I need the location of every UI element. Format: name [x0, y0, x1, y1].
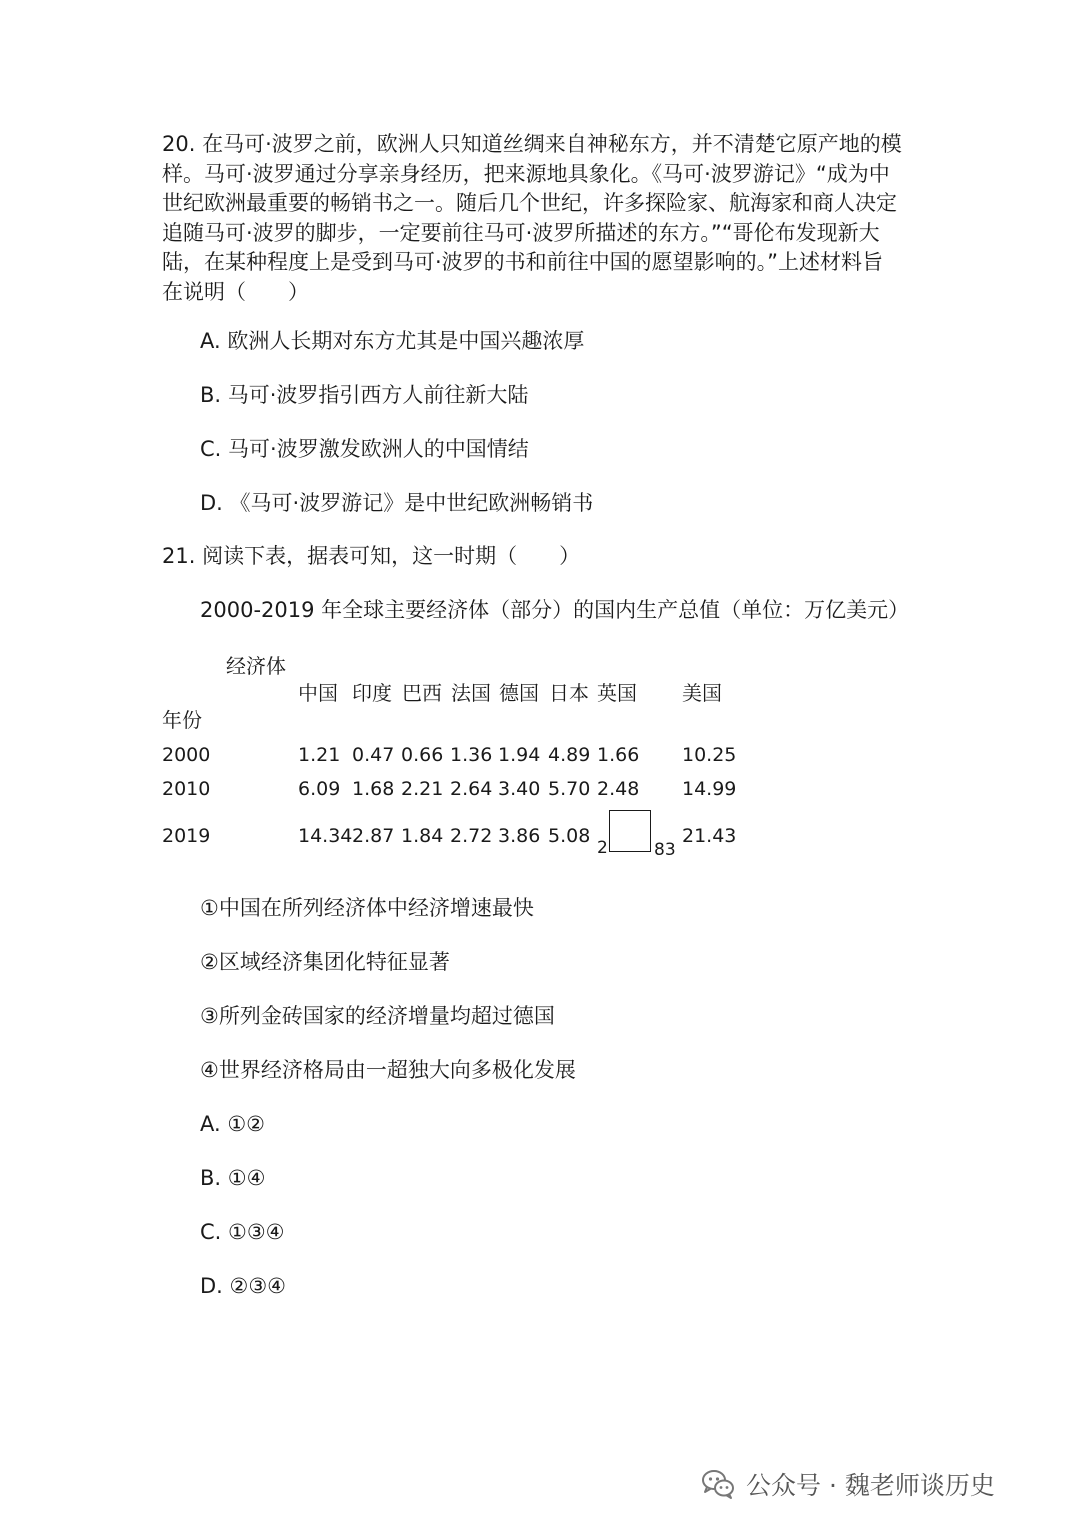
stem-line: 追随马可·波罗的脚步，一定要前往马可·波罗所描述的东方。”“哥伦布发现新大	[162, 220, 880, 245]
q21-option-c: C. ①③④	[200, 1220, 285, 1244]
q21-option-b: B. ①④	[200, 1166, 266, 1190]
q20-option-b: B. 马可·波罗指引西方人前往新大陆	[200, 383, 529, 407]
stem-line: 世纪欧洲最重要的畅销书之一。随后几个世纪，许多探险家、航海家和商人决定	[162, 191, 897, 215]
row-year: 2019	[162, 825, 211, 847]
column-header: 英国	[597, 681, 637, 705]
table-cell: 1.94	[498, 744, 541, 766]
table-cell: 2.48	[597, 778, 640, 800]
q21-option-a: A. ①②	[200, 1112, 265, 1136]
table-cell: 14.99	[682, 778, 737, 800]
stem-line: 陆，在某种程度上是受到马可·波罗的书和前往中国的愿望影响的。”上述材料旨	[162, 250, 884, 274]
table-cell: 2.87	[352, 825, 395, 847]
q20-option-d: D. 《马可·波罗游记》是中世纪欧洲畅销书	[200, 491, 594, 515]
statement-4: ④世界经济格局由一超独大向多极化发展	[200, 1058, 576, 1082]
stem-line: 20. 在马可·波罗之前，欧洲人只知道丝绸来自神秘东方，并不清楚它原产地的模	[162, 132, 902, 156]
blank-box	[609, 810, 651, 852]
column-header: 中国	[298, 681, 338, 705]
table-cell: 0.66	[401, 744, 444, 766]
row-year: 2010	[162, 778, 211, 800]
question-21-stem: 21. 阅读下表，据表可知，这一时期（ ）	[162, 544, 581, 568]
table-cell: 4.89	[548, 744, 591, 766]
table-cell: 14.34	[298, 825, 353, 847]
table-cell: 3.86	[498, 825, 541, 847]
table-cell: 3.40	[498, 778, 541, 800]
wechat-icon	[700, 1466, 736, 1502]
table-cell: 1.66	[597, 744, 640, 766]
footer-text: 公众号 · 魏老师谈历史	[746, 1471, 995, 1500]
q21-option-d: D. ②③④	[200, 1274, 286, 1298]
table-cell: 1.21	[298, 744, 341, 766]
column-header: 美国	[682, 681, 722, 705]
table-cell: 5.70	[548, 778, 591, 800]
table-corner-bottom: 年份	[162, 708, 202, 732]
table-cell: 1.68	[352, 778, 395, 800]
stem-line: 样。马可·波罗通过分享亲身经历，把来源地具象化。《马可·波罗游记》“成为中	[162, 161, 890, 186]
footer-watermark	[700, 1464, 995, 1504]
table-cell: 0.47	[352, 744, 395, 766]
column-header: 巴西	[402, 681, 442, 705]
table-cell: 2.21	[401, 778, 444, 800]
table-cell: 10.25	[682, 744, 737, 766]
table-caption: 2000-2019 年全球主要经济体（部分）的国内生产总值（单位：万亿美元）	[200, 598, 910, 622]
q20-option-a: A. 欧洲人长期对东方尤其是中国兴趣浓厚	[200, 329, 585, 353]
column-header: 印度	[352, 681, 392, 705]
q20-option-c: C. 马可·波罗激发欧洲人的中国情结	[200, 437, 529, 461]
table-cell: 2.72	[450, 825, 493, 847]
question-20-stem	[162, 130, 922, 307]
row-year: 2000	[162, 744, 211, 766]
stem-line: 在说明（ ）	[162, 279, 309, 304]
table-cell: 2.64	[450, 778, 493, 800]
table-cell: 21.43	[682, 825, 737, 847]
uk-2019-fragment-left: 2	[597, 838, 608, 858]
statement-1: ①中国在所列经济体中经济增速最快	[200, 896, 534, 920]
table-cell: 1.36	[450, 744, 493, 766]
table-corner-top: 经济体	[226, 654, 286, 678]
statement-2: ②区域经济集团化特征显著	[200, 950, 450, 974]
column-header: 日本	[549, 681, 589, 705]
statement-3: ③所列金砖国家的经济增量均超过德国	[200, 1004, 555, 1028]
column-header: 德国	[499, 681, 539, 705]
table-cell: 5.08	[548, 825, 591, 847]
table-cell: 6.09	[298, 778, 341, 800]
column-header: 法国	[451, 681, 491, 705]
uk-2019-fragment-right: 83	[654, 840, 676, 860]
table-cell: 1.84	[401, 825, 444, 847]
